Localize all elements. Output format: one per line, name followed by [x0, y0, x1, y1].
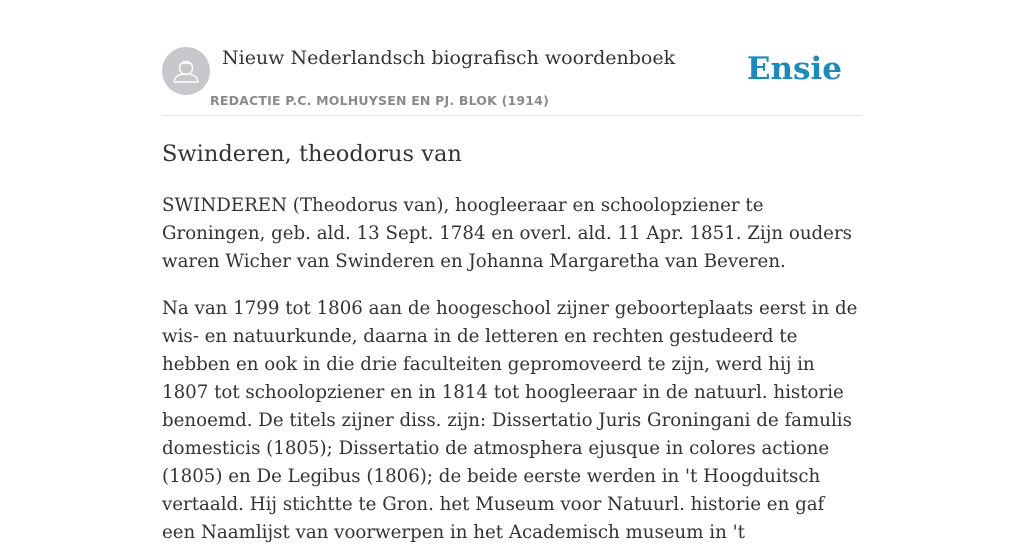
entry-title: Swinderen, theodorus van	[162, 141, 462, 167]
book-editors: REDACTIE P.C. MOLHUYSEN EN PJ. BLOK (1914)	[210, 93, 549, 108]
page-container	[162, 0, 862, 543]
entry-paragraph: SWINDEREN (Theodorus van), hoogleeraar en schoolopziener te Groningen, geb. ald. 13 Sept. 1784 en overl. ald. 11 Apr. 1851. Zijn ouders waren Wicher van Swinderen en Johanna Margaretha van Beveren.	[162, 195, 852, 272]
user-avatar-icon[interactable]	[162, 47, 210, 95]
book-title[interactable]: Nieuw Nederlandsch biografisch woordenboek	[222, 47, 676, 69]
ensie-logo[interactable]: Ensie	[746, 51, 842, 87]
book-header	[162, 0, 862, 116]
entry-paragraph: Na van 1799 tot 1806 aan de hoogeschool zijner geboorteplaats eerst in de wis- en natuurkunde, daarna in de letteren en rechten gestudeerd te hebben en ook in die drie faculteiten gepromoveerd te zijn, werd hij in 1807 tot schoolopziener en in 1814 tot hoogleeraar in de natuurl. historie benoemd. De titels zijner diss. zijn: Dissertatio Juris Groningani de famulis domesticis (1805); Dissertatio de atmosphera ejusque in colores actione (1805) en De Legibus (1806); de beide eerste werden in 't Hoogduitsch vertaald. Hij stichtte te Gron. het Museum voor Natuurl. historie en gaf een Naamlijst van voorwerpen in het Academisch museum in 't	[162, 298, 858, 543]
